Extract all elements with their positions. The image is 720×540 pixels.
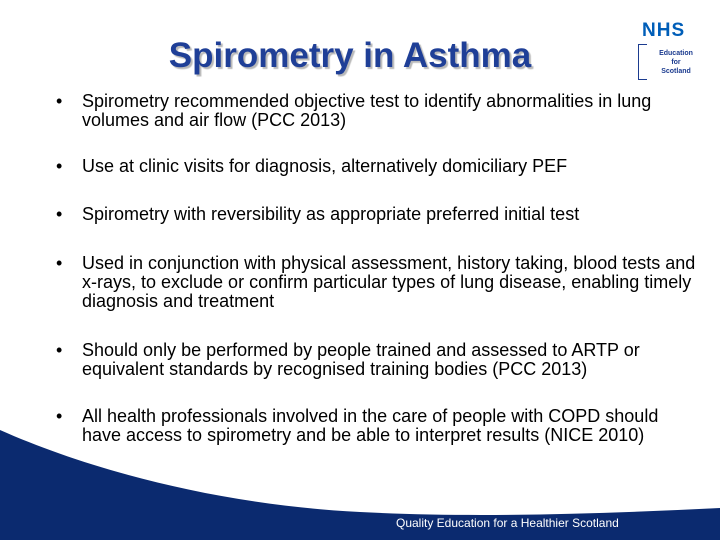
bullet-marker: • [56, 340, 63, 360]
bullet-text: Spirometry recommended objective test to identify abnormalities in lung volumes and air flow (PCC 2013) [82, 91, 652, 130]
bullet-marker: • [56, 406, 63, 426]
bullet-text: All health professionals involved in the care of people with COPD should have access to spirometry and be able to interpret results (NICE 2010) [82, 406, 659, 445]
bullet-text: Spirometry with reversibility as appropriate preferred initial test [82, 204, 580, 224]
bullet-marker: • [56, 253, 63, 273]
logo-frame [638, 44, 647, 80]
bullet-text: Should only be performed by people trained and assessed to ARTP or equivalent standards by recognised training bodies (PCC 2013) [82, 340, 640, 379]
logo-line-3: Scotland [661, 68, 691, 75]
nhs-education-scotland-logo [638, 20, 704, 80]
footer-tagline: Quality Education for a Healthier Scotland [396, 516, 619, 530]
logo-brand: NHS [642, 20, 686, 41]
bullet-marker: • [56, 91, 63, 111]
page-title: Spirometry in Asthma [168, 36, 532, 75]
bullet-marker: • [56, 204, 63, 224]
logo-line-1: Education [659, 50, 693, 57]
bullet-text: Use at clinic visits for diagnosis, alternatively domiciliary PEF [82, 156, 568, 176]
bullet-text: Used in conjunction with physical assessment, history taking, blood tests and x-rays, to exclude or confirm particular types of lung disease, enabling timely diagnosis and treatment [82, 253, 696, 311]
bullet-marker: • [56, 156, 63, 176]
logo-line-2: for [671, 59, 681, 66]
